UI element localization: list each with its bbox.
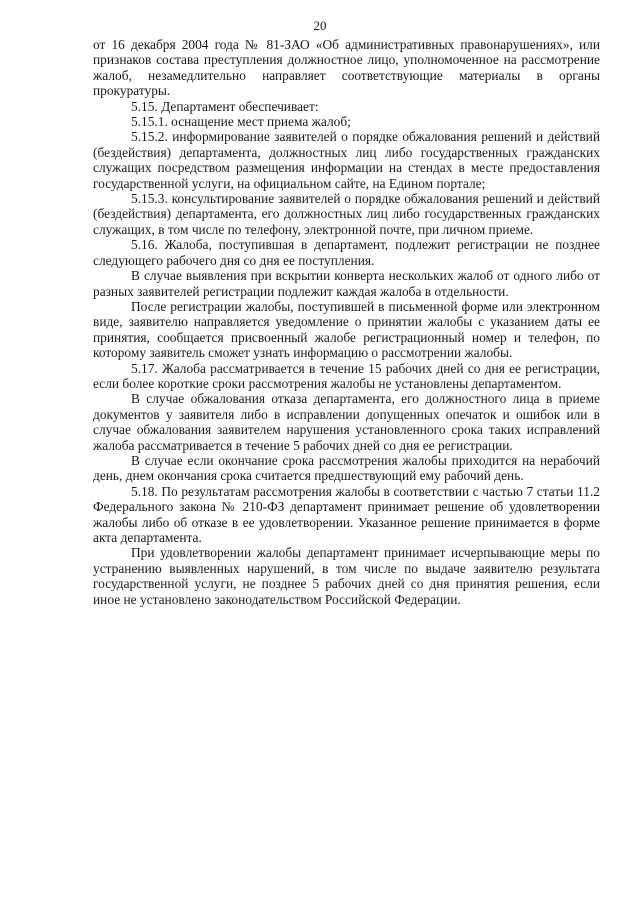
paragraph-5-16: 5.16. Жалоба, поступившая в департамент, подлежит регистрации не позднее следующего рабочего дня со дня ее поступления. xyxy=(93,237,600,268)
paragraph-satisfaction-measures: При удовлетворении жалобы департамент принимает исчерпывающие меры по устранению выявленных нарушений, в том числе по выдаче заявителю результата государственной услуги, не позднее 5 рабочих дней со дня принятия решения, если иное не установлено законодательством Российской Федерации. xyxy=(93,545,600,607)
page-number: 20 xyxy=(313,18,327,33)
paragraph-nonworking-day: В случае если окончание срока рассмотрения жалобы приходится на нерабочий день, днем окончания срока считается предшествующий ему рабочий день. xyxy=(93,452,600,484)
paragraph-5-15: 5.15. Департамент обеспечивает: xyxy=(131,98,319,114)
document-body xyxy=(93,37,600,607)
paragraph-5-15-3: 5.15.3. консультирование заявителей о порядке обжалования решений и действий (бездействия) департамента, его должностных лиц либо государственных гражданских служащих, в том числе по телефону, электронной почте, при личном приеме. xyxy=(93,191,600,237)
paragraph-registration-notice: После регистрации жалобы, поступившей в письменной форме или электронном виде, заявителю направляется уведомление о принятии жалобы с указанием даты ее принятия, сообщается присвоенный жалобе регистрационный номер и телефон, по которому заявитель сможет узнать информацию о рассмотрении жалобы. xyxy=(93,298,600,361)
paragraph-multiple-complaints: В случае выявления при вскрытии конверта нескольких жалоб от одного либо от разных заявителей регистрации подлежит каждая жалоба в отдельности. xyxy=(93,268,600,299)
paragraph-5-15-2: 5.15.2. информирование заявителей о порядке обжалования решений и действий (бездействия) департамента, должностных лиц либо государственных гражданских служащих посредством размещения информации на стендах в месте предоставления государственной услуги, на официальном сайте, на Едином портале; xyxy=(93,129,600,191)
paragraph-refusal-appeal: В случае обжалования отказа департамента, его должностного лица в приеме документов у заявителя либо в исправлении допущенных опечаток и ошибок или в случае обжалования заявителем нарушения установленного срока таких исправлений жалоба рассматривается в течение 5 рабочих дней со дня ее регистрации. xyxy=(93,391,600,453)
paragraph-continuation: от 16 декабря 2004 года № 81-ЗАО «Об административных правонарушениях», или признаков состава преступления должностное лицо, уполномоченное на рассмотрение жалоб, незамедлительно направляет соответствующие материалы в органы прокуратуры. xyxy=(93,37,600,99)
paragraph-5-15-1: 5.15.1. оснащение мест приема жалоб; xyxy=(131,114,351,130)
paragraph-5-17: 5.17. Жалоба рассматривается в течение 15 рабочих дней со дня ее регистрации, если более короткие сроки рассмотрения жалобы не установлены департаментом. xyxy=(93,360,600,391)
paragraph-5-18: 5.18. По результатам рассмотрения жалобы в соответствии с частью 7 статьи 11.2 Федерального закона № 210-ФЗ департамент принимает решение об удовлетворении жалобы либо об отказе в ее удовлетворении. Указанное решение принимается в форме акта департамента. xyxy=(93,483,600,545)
